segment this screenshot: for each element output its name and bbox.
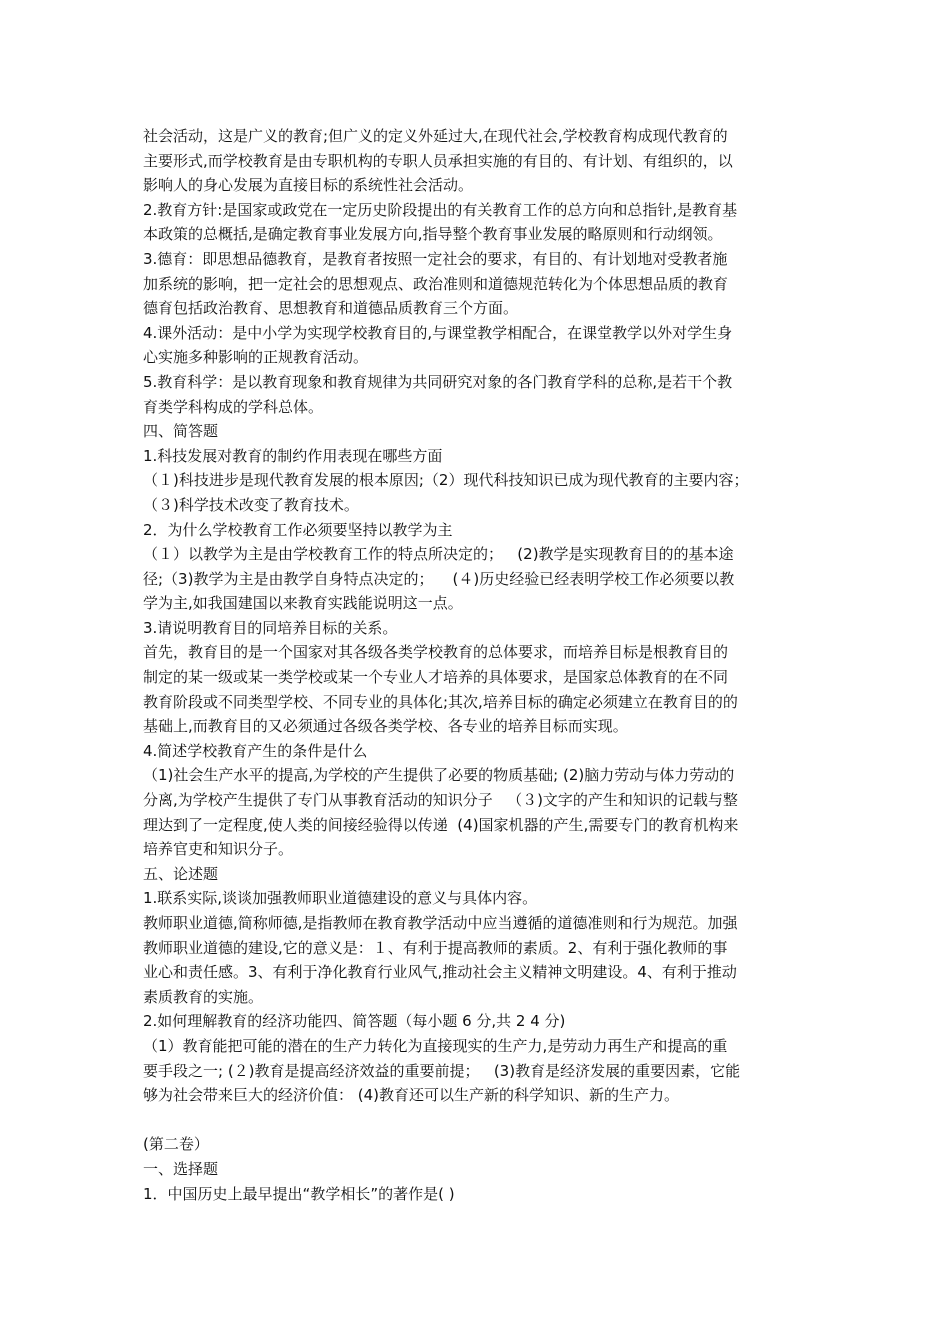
text-line: 够为社会带来巨大的经济价值： (4)教育还可以生产新的科学知识、新的生产力。: [143, 1086, 680, 1105]
blank-line: [143, 1108, 813, 1133]
section-heading: 五、论述题: [143, 864, 219, 883]
text-line: 培养官吏和知识分子。: [143, 840, 294, 859]
text-line: （1)社会生产水平的提高,为学校的产生提供了必要的物质基础; (2)脑力劳动与体力劳动的: [143, 766, 735, 785]
text-line: 教师职业道德的建设,它的意义是：１、有利于提高教师的素质。2、有利于强化教师的事: [143, 938, 728, 957]
text-line: 素质教育的实施。: [143, 987, 264, 1006]
text-line: 本政策的总概括,是确定教育事业发展方向,指导整个教育事业发展的略原则和行动纲领。: [143, 225, 723, 244]
text-line: （１)科技进步是现代教育发展的根本原因;（2）现代科技知识已成为现代教育的主要内容；: [143, 471, 749, 490]
text-line: 首先，教育目的是一个国家对其各级各类学校教育的总体要求，而培养目标是根教育目的: [143, 643, 729, 662]
text-line: 德育包括政治教育、思想教育和道德品质教育三个方面。: [143, 299, 519, 318]
volume-heading: (第二卷）: [143, 1135, 209, 1154]
text-line: 教师职业道德,简称师德,是指教师在教育教学活动中应当遵循的道德准则和行为规范。加强: [143, 914, 738, 932]
section-heading: 一、选择题: [143, 1159, 219, 1178]
text-line: 教育阶段或不同类型学校、不同专业的具体化;其次,培养目标的确定必须建立在教育目的的: [143, 692, 738, 711]
text-line: 分离,为学校产生提供了专门从事教育活动的知识分子 （３)文字的产生和知识的记载与整: [143, 791, 738, 810]
text-line: 5.教育科学：是以教育现象和教育规律为共同研究对象的各门教育学科的总称,是若干个教: [143, 372, 733, 391]
text-line: 社会活动，这是广义的教育;但广义的定义外延过大,在现代社会,学校教育构成现代教育的: [143, 127, 728, 145]
question-title: 1.联系实际,谈谈加强教师职业道德建设的意义与具体内容。: [143, 889, 538, 908]
question-title: 1．中国历史上最早提出“教学相长”的著作是( ): [143, 1184, 455, 1203]
text-line: 业心和责任感。3、有利于净化教育行业风气,推动社会主义精神文明建设。4、有利于推动: [143, 963, 737, 982]
text-line: 学为主,如我国建国以来教育实践能说明这一点。: [143, 594, 463, 613]
text-line: 要手段之一; (２)教育是提高经济效益的重要前提； (3)教育是经济发展的重要因素，它能: [143, 1061, 741, 1080]
text-line: 加系统的影响，把一定社会的思想观点、政治准则和道德规范转化为个体思想品质的教育: [143, 274, 729, 293]
question-title: 1.科技发展对教育的制约作用表现在哪些方面: [143, 446, 443, 465]
text-line: 主要形式,而学校教育是由专职机构的专职人员承担实施的有目的、有计划、有组织的，以: [143, 151, 733, 170]
text-line: 制定的某一级或某一类学校或某一个专业人才培养的具体要求，是国家总体教育的在不同: [143, 668, 729, 687]
text-line: 影响人的身心发展为直接目标的系统性社会活动。: [143, 176, 474, 195]
document-body: [143, 124, 813, 1206]
text-line: 育类学科构成的学科总体。: [143, 397, 324, 416]
text-line: 径;（3)教学为主是由教学自身特点决定的； (４)历史经验已经表明学校工作必须要以教: [143, 569, 735, 588]
question-title: 2.如何理解教育的经济功能四、简答题（每小题 6 分,共 2 4 分): [143, 1012, 566, 1031]
text-line: （３)科学技术改变了教育技术。: [143, 495, 359, 514]
question-title: 3.请说明教育目的同培养目标的关系。: [143, 618, 398, 637]
text-line: （1）教育能把可能的潜在的生产力转化为直接现实的生产力,是劳动力再生产和提高的重: [143, 1036, 728, 1055]
section-heading: 四、简答题: [143, 422, 219, 441]
question-title: 2．为什么学校教育工作必须要坚持以教学为主: [143, 520, 453, 539]
text-line: 基础上,而教育目的又必须通过各级各类学校、各专业的培养目标而实现。: [143, 717, 628, 736]
text-line: 心实施多种影响的正规教育活动。: [143, 348, 369, 367]
text-line: （１）以教学为主是由学校教育工作的特点所决定的； (2)教学是实现教育目的的基本途: [143, 545, 734, 564]
question-title: 4.简述学校教育产生的条件是什么: [143, 741, 368, 760]
text-line: 理达到了一定程度,使人类的间接经验得以传递 (4)国家机器的产生,需要专门的教育机构来: [143, 815, 739, 834]
text-line: 3.德育：即思想品德教育，是教育者按照一定社会的要求，有目的、有计划地对受教者施: [143, 249, 728, 268]
text-line: 4.课外活动：是中小学为实现学校教育目的,与课堂教学相配合，在课堂教学以外对学生身: [143, 323, 733, 342]
text-line: 2.教育方针:是国家或政党在一定历史阶段提出的有关教育工作的总方向和总指针,是教育基: [143, 200, 738, 219]
